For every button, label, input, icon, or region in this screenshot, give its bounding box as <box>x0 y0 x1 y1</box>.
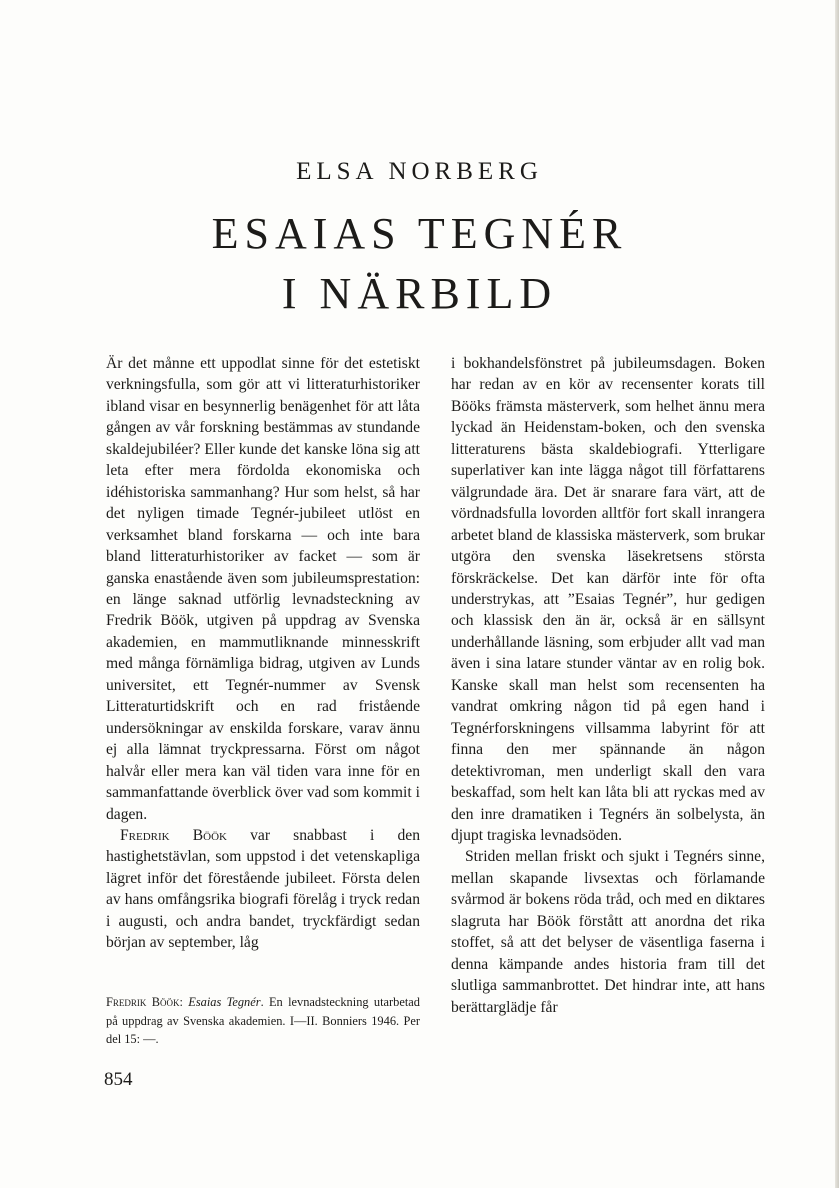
article-title-line-2: I NÄRBILD <box>281 269 558 318</box>
article-title-line-1: ESAIAS TEGNÉR <box>211 209 628 258</box>
right-paragraph-2: Striden mellan friskt och sjukt i Tegnérs sinne, mellan skapande livsextas och förlamande svårmod är bokens röda tråd, och med en diktares slagruta har Böök förstått att anordna det rika stoffet, så att det belyser de väsentliga faserna i denna kämpande andes historia fram till det slutliga sammanbrottet. Det hindrar inte, att hans berättarglädje får <box>451 848 765 1016</box>
left-paragraph-2 <box>106 825 420 954</box>
right-column <box>451 353 765 1018</box>
left-paragraph-2-text: var snabbast i den hastighetstävlan, som uppstod i det vetenskapliga lägret inför det förestående jubileet. Första delen av hans omfångsrika biografi förelåg i tryck redan i augusti, och andra bandet, tryckfärdigt sedan början av september, låg <box>106 826 421 952</box>
footnote-colon: : <box>179 995 189 1009</box>
left-paragraph-2-name: Fredrik Böök <box>120 826 227 844</box>
footnote-name: Fredrik Böök <box>106 995 180 1009</box>
right-paragraph-1: i bokhandelsfönstret på jubileumsdagen. Boken har redan av en kör av recensenter korats till Bööks främsta mästerverk, som helhet ännu mera lyckad än Heidenstam-boken, och den svenska litteraturens bästa skaldebiografi. Ytterligare superlativer kan inte lägga något till författarens välgrundade ära. Det är snarare fara värt, att de vördnadsfulla lovorden alltför fort skall inrangera arbetet bland de klassiska mästerverk, som brukar utgöra den svenska läsekretsens största förskräckelse. Det kan därför inte för ofta understrykas, att ”Esaias Tegnér”, hur gedigen och klassisk den än är, också är en sällsynt underhållande läsning, som erbjuder allt vad man även i sina latare stunder väntar av en rolig bok. Kanske skall man helst som recensenten ha vandrat omkring någon tid på egen hand i Tegnérforskningens villsamma labyrint för att finna den mer spännande än någon detektivroman, men underligt skall den vara beskaffad, som helt kan låta bli att ryckas med av den inre dramatiken i Tegnérs än solbelysta, än djupt tragiska levnadsöden. <box>451 355 765 844</box>
left-paragraph-1: Är det månne ett uppodlat sinne för det estetiskt verkningsfulla, som gör att vi litteraturhistoriker ibland visar en besynnerlig benägenhet för att låta gången av vår forskning bestämmas av stundande skaldejubiléer? Eller kunde det kanske löna sig att leta efter mera fördolda ekonomiska och idéhistoriska sammanhang? Hur som helst, så har det nyligen timade Tegnér-jubileet utlöst en verksamhet bland forskarna — och inte bara bland litteraturhistoriker av facket — som är ganska enastående även som jubileumsprestation: en länge saknad utförlig levnadsteckning av Fredrik Böök, utgiven på uppdrag av Svenska akademien, en mammutliknande minnesskrift med många förnämliga bidrag, utgiven av Lunds universitet, ett Tegnér-nummer av Svensk Litteraturtidskrift och en rad fristående undersökningar av enskilda forskare, varav ännu ej alla lämnat tryckpressarna. Först om något halvår eller mera kan väl tiden vara inne för en sammanfattande överblick över vad som kommit i dagen. <box>106 355 420 823</box>
footnote-book-title: Esaias Tegnér <box>188 995 261 1009</box>
page-number: 854 <box>104 1069 133 1090</box>
left-column <box>106 353 420 954</box>
footnote <box>106 993 420 1049</box>
footnote-text: . En levnadsteckning utarbetad på uppdrag av Svenska akademien. I—II. Bonniers 1946. Per del 15: —. <box>106 995 420 1046</box>
author-name: ELSA NORBERG <box>296 158 543 185</box>
